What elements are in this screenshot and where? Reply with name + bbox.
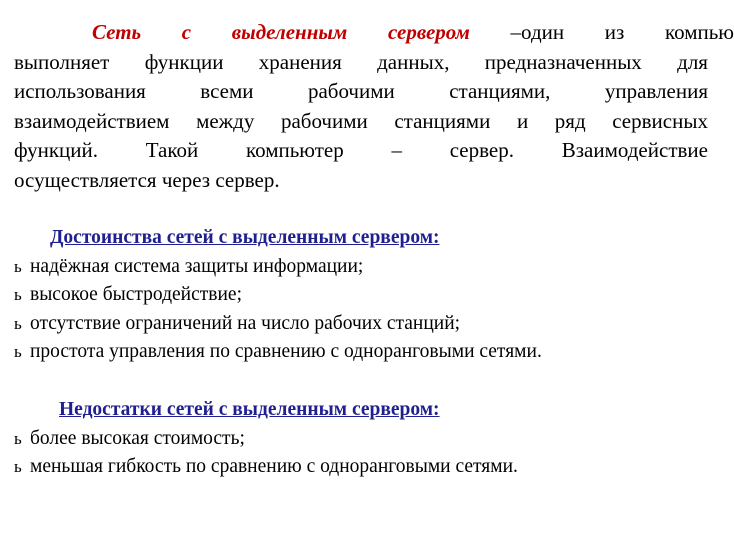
intro-word: хранения (258, 49, 342, 74)
intro-word: рабочими (307, 79, 395, 103)
list-item (14, 338, 714, 367)
intro-word: станциями, (449, 79, 551, 103)
intro-line-6: осуществляется через сервер. (14, 167, 280, 192)
intro-word: станциями (394, 108, 491, 133)
defined-term: с (181, 20, 192, 44)
list-item (14, 425, 714, 454)
intro-word: использования (14, 79, 146, 103)
checkmark-bullet-icon: ь (14, 285, 22, 304)
intro-word: всеми (200, 79, 254, 103)
list-item-text: отсутствие ограничений на число рабочих станций; (30, 312, 461, 334)
disadvantages-section (14, 396, 714, 482)
intro-word: управления (604, 79, 708, 103)
intro-word: функции (144, 49, 224, 74)
intro-line-3 (14, 77, 708, 107)
intro-word: рабочими (280, 108, 368, 133)
intro-word: Такой (145, 138, 199, 162)
list-item-text: надёжная система защиты информации; (30, 255, 364, 277)
disadvantages-heading: Недостатки сетей с выделенным сервером: (59, 399, 440, 420)
list-item (14, 253, 714, 282)
list-item-text: меньшая гибкость по сравнению с одноранговыми сетями. (30, 456, 518, 477)
intro-word: выполняет (14, 49, 110, 74)
advantages-heading: Достоинства сетей с выделенным сервером: (50, 227, 440, 248)
checkmark-bullet-icon: ь (14, 428, 22, 448)
intro-word: из (604, 20, 625, 44)
list-item (14, 453, 714, 482)
intro-word: между (196, 108, 255, 133)
intro-word: –один (510, 20, 565, 44)
intro-line-5 (14, 136, 708, 166)
list-item-text: высокое быстродействие; (30, 284, 242, 305)
intro-word: сервисных (612, 108, 708, 133)
defined-term: выделенным (231, 20, 348, 44)
intro-word: ряд (554, 108, 586, 133)
intro-word: данных, (377, 49, 450, 74)
checkmark-bullet-icon: ь (14, 457, 22, 476)
list-item (14, 310, 714, 339)
intro-line-4 (14, 107, 708, 137)
intro-word: и (516, 108, 529, 133)
intro-word: компью (664, 20, 734, 44)
intro-paragraph (14, 18, 734, 195)
intro-word: предназначенных (484, 49, 642, 74)
intro-word: взаимодействием (14, 108, 170, 133)
intro-word: Взаимодействие (561, 138, 708, 162)
advantages-section (14, 224, 714, 367)
defined-term: сервером (387, 20, 470, 44)
intro-line-2 (14, 48, 708, 78)
advantages-list (14, 253, 714, 367)
intro-word: сервер. (449, 138, 514, 162)
list-item-text: простота управления по сравнению с одноранговыми сетями. (30, 341, 542, 362)
intro-word: функций. (14, 138, 98, 162)
checkmark-bullet-icon: ь (14, 342, 22, 361)
list-item (14, 281, 714, 310)
list-item-text: более высокая стоимость; (30, 427, 245, 449)
checkmark-bullet-icon: ь (14, 256, 22, 276)
intro-line-1 (14, 18, 734, 48)
defined-term: Сеть (92, 20, 142, 44)
intro-word: – (391, 138, 402, 162)
disadvantages-list (14, 425, 714, 482)
intro-word: для (677, 49, 708, 74)
intro-word: компьютер (245, 138, 344, 162)
checkmark-bullet-icon: ь (14, 313, 22, 333)
